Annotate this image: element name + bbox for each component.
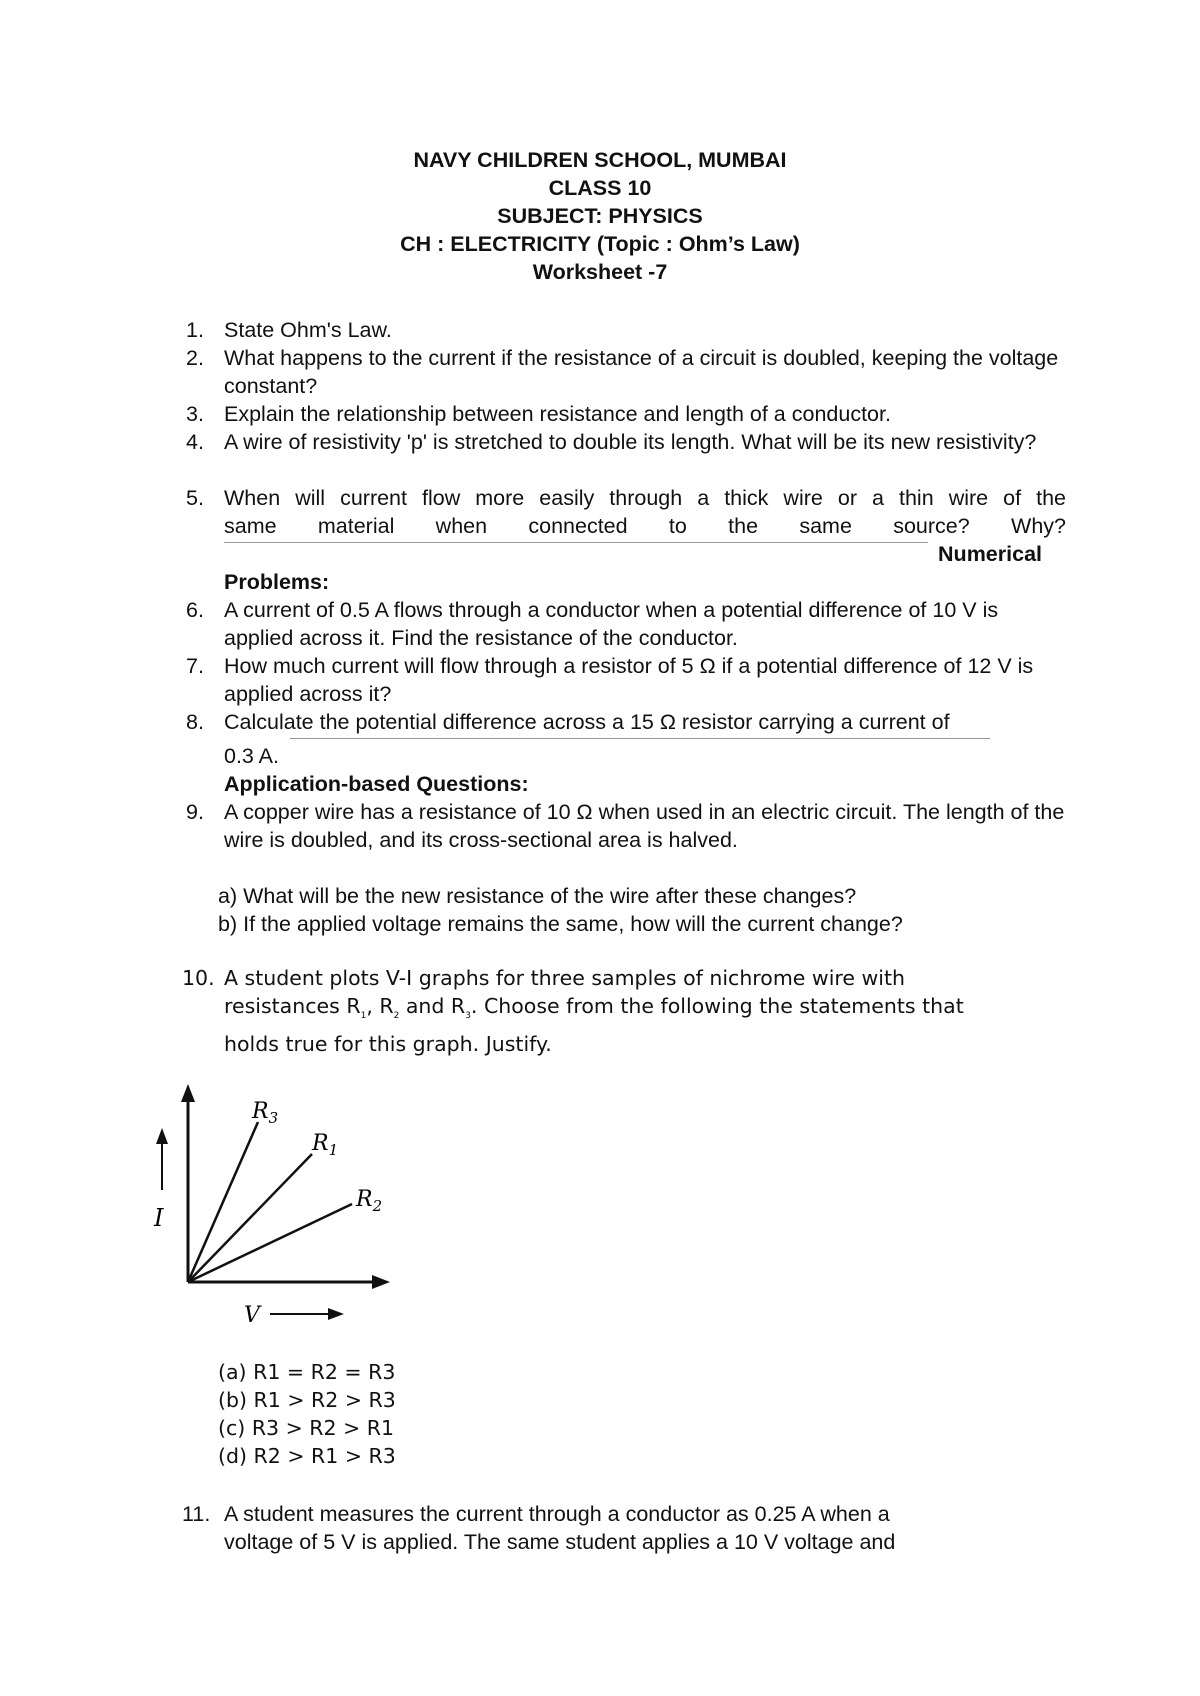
option-a: (a) R1 = R2 = R3 — [218, 1360, 396, 1384]
line-r3 — [188, 1122, 258, 1282]
question-text-line-3: holds true for this graph. Justify. — [224, 1032, 552, 1057]
vi-graph-svg — [140, 1078, 400, 1330]
question-text: A wire of resistivity 'p' is stretched to double its length. What will be its new resistivity? — [224, 430, 1037, 454]
question-text-line-1: A student plots V-I graphs for three samples of nichrome wire with — [224, 966, 905, 990]
section-heading-application: Application-based Questions: — [224, 772, 529, 796]
question-text-line-1: A student measures the current through a conductor as 0.25 A when a — [224, 1502, 890, 1526]
question-text-line-2: 0.3 A. — [224, 744, 279, 768]
question-number: 1. — [186, 318, 204, 342]
label-r3: $R_3$ — [252, 1099, 279, 1127]
y-axis-label: I — [154, 1204, 164, 1232]
section-heading-numerical: Numerical — [938, 542, 1042, 566]
worksheet-header — [0, 146, 1200, 286]
school-name: NAVY CHILDREN SCHOOL, MUMBAI — [413, 148, 787, 172]
question-9-part-a: a) What will be the new resistance of the wire after these changes? — [218, 884, 857, 908]
y-axis-arrow-icon — [181, 1084, 195, 1102]
question-text: State Ohm's Law. — [224, 318, 392, 342]
label-r1: $R_1$ — [312, 1131, 339, 1159]
question-number: 9. — [186, 800, 204, 824]
question-9-part-b: b) If the applied voltage remains the same, how will the current change? — [218, 912, 903, 936]
question-number: 8. — [186, 710, 204, 734]
question-number: 6. — [186, 598, 204, 622]
chapter-label: CH : ELECTRICITY (Topic : Ohm’s Law) — [400, 232, 800, 256]
question-number: 11. — [182, 1502, 211, 1526]
option-c: (c) R3 > R2 > R1 — [218, 1416, 395, 1440]
subject-label: SUBJECT: PHYSICS — [497, 204, 703, 228]
question-text: A current of 0.5 A flows through a conductor when a potential difference of 10 V is applied across it. Find the resistance of the conductor. — [224, 598, 999, 650]
question-text-line-2: resistances $R_1$, $R_2$ and $R_3$. Choose from the following the statements that — [224, 994, 964, 1022]
question-8 — [186, 708, 1066, 770]
line-r2 — [188, 1204, 352, 1282]
question-5 — [186, 484, 1066, 540]
question-text: A copper wire has a resistance of 10 Ω when used in an electric circuit. The length of the wire is doubled, and its cross-sectional area is halved. — [224, 800, 1065, 852]
question-number: 7. — [186, 654, 204, 678]
question-text: What happens to the current if the resistance of a circuit is doubled, keeping the voltage constant? — [224, 346, 1059, 398]
question-3 — [186, 400, 1066, 428]
line-r1 — [188, 1154, 312, 1282]
question-text-line-2: voltage of 5 V is applied. The same student applies a 10 V voltage and — [224, 1530, 896, 1554]
worksheet-label: Worksheet -7 — [532, 260, 668, 284]
question-2 — [186, 344, 1066, 400]
section-heading-problems: Problems: — [224, 570, 330, 594]
question-7 — [186, 652, 1066, 708]
x-axis-label: V — [244, 1303, 260, 1328]
current-arrow-icon — [156, 1128, 168, 1144]
question-number: 2. — [186, 346, 204, 370]
divider-line — [290, 738, 990, 739]
x-axis-arrow-icon — [372, 1275, 390, 1289]
question-9 — [186, 798, 1066, 854]
question-number: 5. — [186, 486, 204, 510]
question-10 — [182, 964, 1066, 1058]
question-6 — [186, 596, 1066, 652]
question-11 — [182, 1500, 1066, 1556]
question-text-line-1: When will current flow more easily through a thick wire or a thin wire of the — [224, 486, 1066, 510]
question-text-line-2: same material when connected to the same source? Why? — [224, 514, 1066, 538]
vi-graph — [140, 1078, 400, 1336]
question-text-line-1: Calculate the potential difference across a 15 Ω resistor carrying a current of — [224, 710, 950, 734]
question-number: 10. — [182, 966, 215, 990]
class-label: CLASS 10 — [548, 176, 652, 200]
question-4 — [186, 428, 1066, 456]
option-d: (d) R2 > R1 > R3 — [218, 1444, 396, 1468]
question-text: How much current will flow through a resistor of 5 Ω if a potential difference of 12 V is applied across it? — [224, 654, 1034, 706]
question-1 — [186, 316, 1066, 344]
question-text: Explain the relationship between resistance and length of a conductor. — [224, 402, 891, 426]
question-number: 3. — [186, 402, 204, 426]
voltage-arrow-icon — [328, 1308, 344, 1320]
question-number: 4. — [186, 430, 204, 454]
option-b: (b) R1 > R2 > R3 — [218, 1388, 396, 1412]
label-r2: $R_2$ — [356, 1187, 383, 1215]
